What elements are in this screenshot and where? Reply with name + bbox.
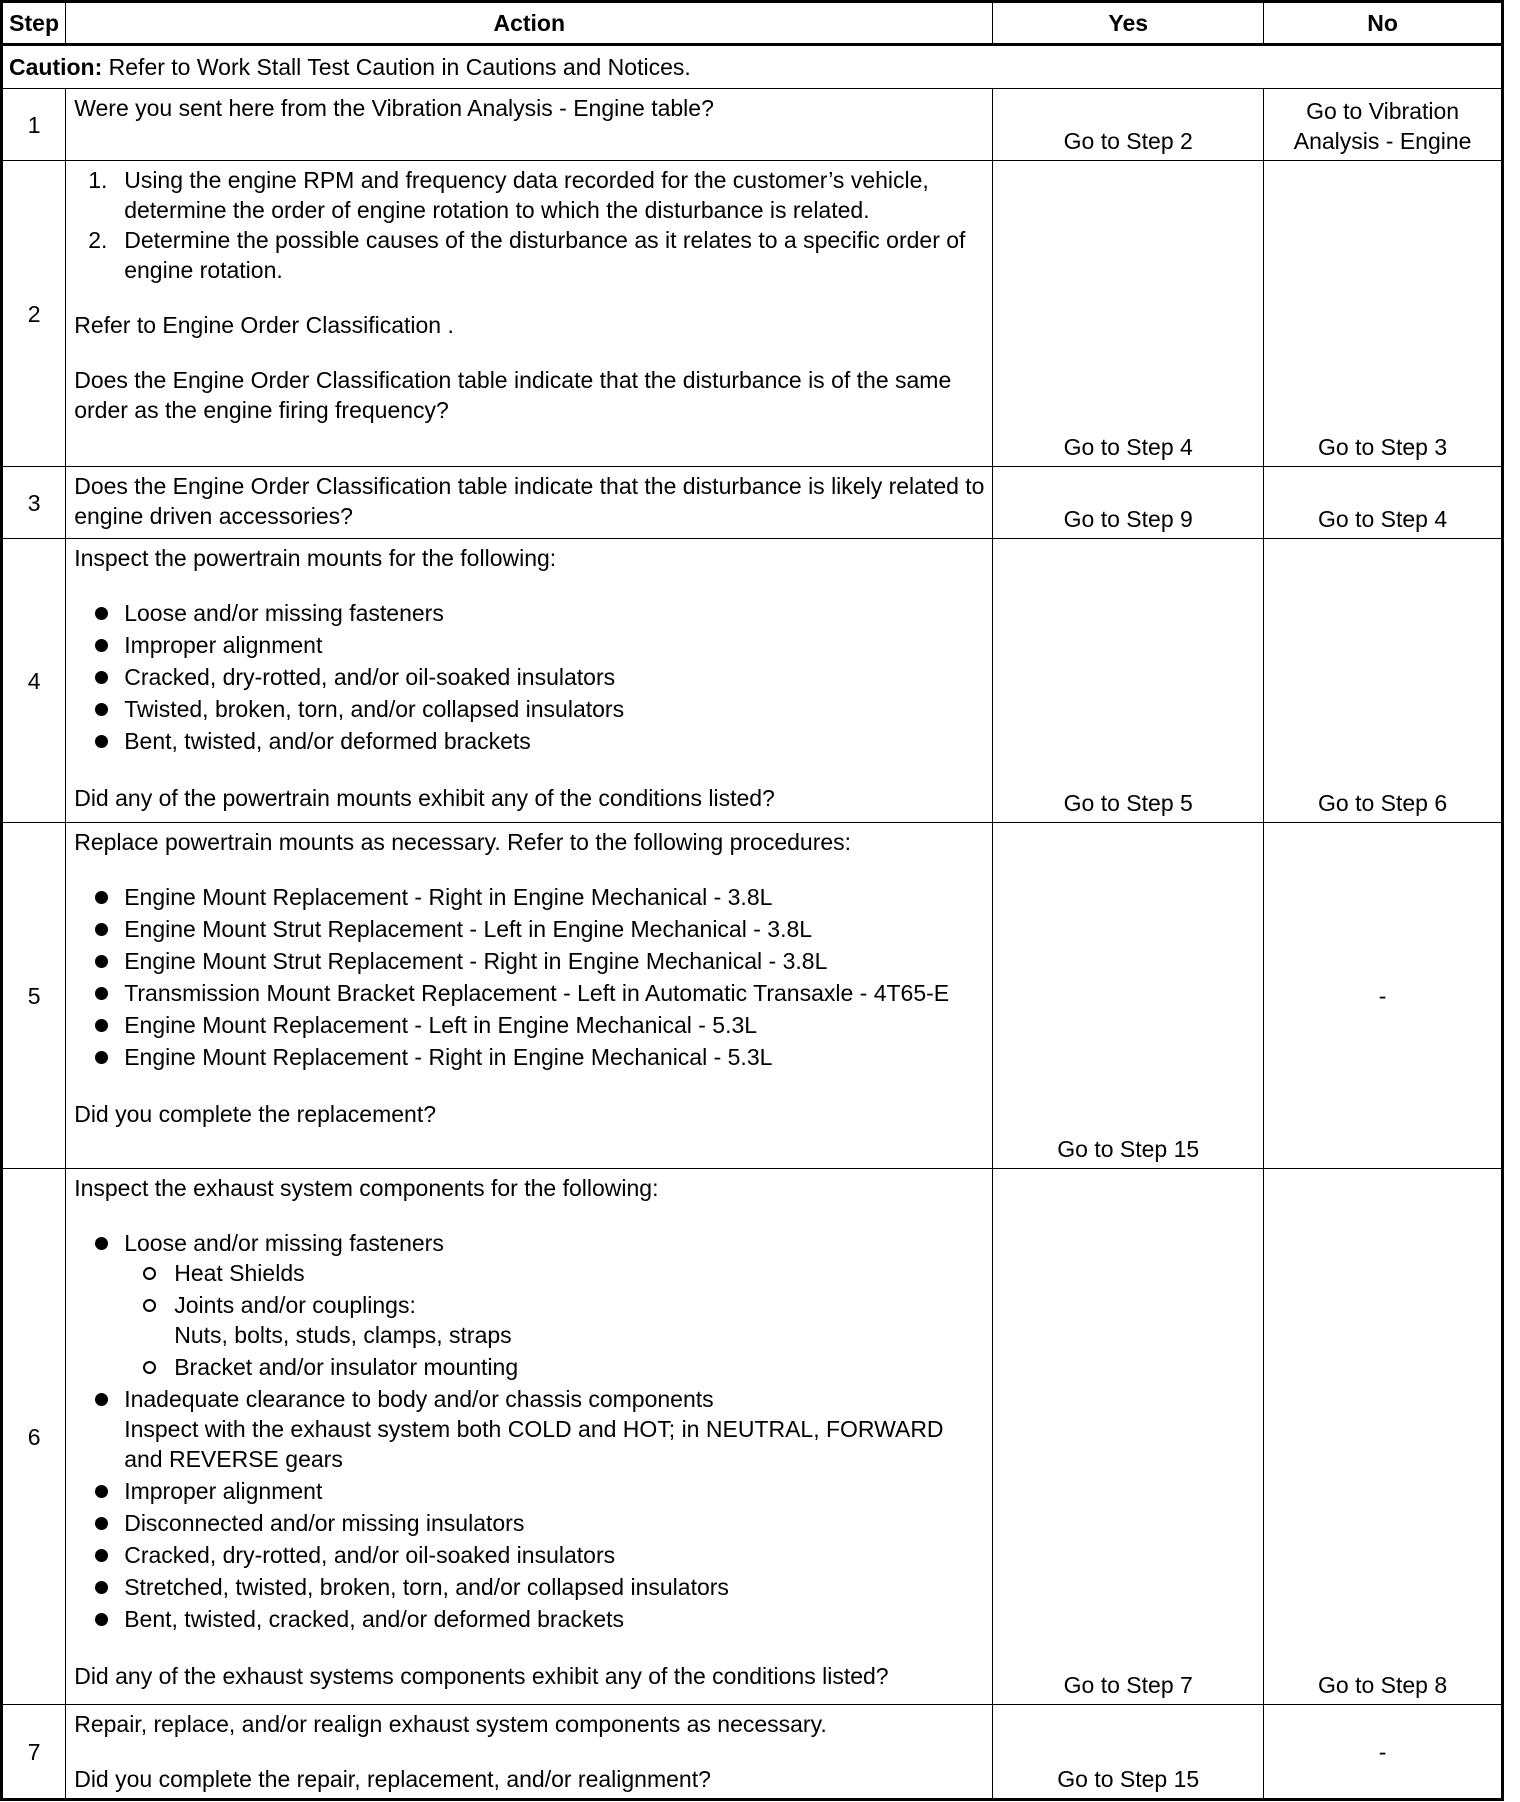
- bullet-icon: [95, 1549, 108, 1562]
- step-number: 4: [2, 539, 66, 823]
- item-text: Engine Mount Replacement - Right in Engine Mechanical - 5.3L: [124, 1044, 773, 1070]
- table-row: [2, 467, 1503, 539]
- bullet-icon: [95, 671, 108, 684]
- item-text: Inadequate clearance to body and/or chassis components: [124, 1386, 714, 1412]
- table-row: [2, 89, 1503, 161]
- action-cell: [66, 89, 993, 161]
- bullet-icon: [95, 639, 108, 652]
- list-item: [74, 1042, 986, 1072]
- no-cell: Go to Vibration Analysis - Engine: [1264, 89, 1503, 161]
- yes-cell: Go to Step 9: [993, 467, 1264, 539]
- list-item: [74, 946, 986, 976]
- refer-text: Refer to Engine Order Classification .: [74, 312, 454, 338]
- action-cell: [66, 1169, 993, 1705]
- header-row: [2, 2, 1503, 45]
- list-item: [74, 1228, 986, 1382]
- item-text: Improper alignment: [124, 632, 323, 658]
- bullet-icon: [95, 987, 108, 1000]
- yes-cell: Go to Step 15: [993, 1705, 1264, 1800]
- list-item: [74, 914, 986, 944]
- question-text: Did you complete the repair, replacement, and/or realignment?: [74, 1766, 711, 1792]
- no-cell: -: [1264, 1705, 1503, 1800]
- circle-bullet-icon: [143, 1267, 156, 1280]
- caution-row: [2, 45, 1503, 89]
- bullet-icon: [95, 735, 108, 748]
- list-item: [74, 630, 986, 660]
- list-item: [74, 1604, 986, 1634]
- yes-cell: Go to Step 4: [993, 161, 1264, 467]
- bullet-list: [74, 598, 986, 756]
- bullet-icon: [95, 955, 108, 968]
- bullet-icon: [95, 1485, 108, 1498]
- list-item: [74, 225, 986, 285]
- caution-cell: [2, 45, 1503, 89]
- step-number: 5: [2, 823, 66, 1169]
- bullet-icon: [95, 1393, 108, 1406]
- list-item: [74, 1476, 986, 1506]
- sub-list: [124, 1258, 986, 1382]
- item-text: Twisted, broken, torn, and/or collapsed insulators: [124, 696, 625, 722]
- list-item: [74, 1508, 986, 1538]
- table-row: [2, 1705, 1503, 1800]
- circle-bullet-icon: [143, 1361, 156, 1374]
- item-text: Bracket and/or insulator mounting: [174, 1354, 519, 1380]
- bullet-icon: [95, 1517, 108, 1530]
- intro-text: Repair, replace, and/or realign exhaust system components as necessary.: [74, 1711, 827, 1737]
- item-text: Bent, twisted, cracked, and/or deformed brackets: [124, 1606, 625, 1632]
- bullet-icon: [95, 1581, 108, 1594]
- step-number: 6: [2, 1169, 66, 1705]
- item-text: Bent, twisted, and/or deformed brackets: [124, 728, 531, 754]
- no-cell: Go to Step 6: [1264, 539, 1503, 823]
- caution-label: Caution:: [9, 54, 103, 80]
- question-text: Did you complete the replacement?: [74, 1101, 437, 1127]
- list-item: [74, 1540, 986, 1570]
- item-text: Loose and/or missing fasteners: [124, 1230, 444, 1256]
- list-item: [74, 1384, 986, 1474]
- numbered-list: [74, 165, 986, 285]
- step-number: 3: [2, 467, 66, 539]
- question-text: Did any of the exhaust systems components exhibit any of the conditions listed?: [74, 1663, 889, 1689]
- step-number: 7: [2, 1705, 66, 1800]
- no-cell: Go to Step 8: [1264, 1169, 1503, 1705]
- intro-text: Inspect the exhaust system components for the following:: [74, 1175, 659, 1201]
- item-text: Cracked, dry-rotted, and/or oil-soaked insulators: [124, 664, 616, 690]
- header-yes: Yes: [993, 2, 1264, 45]
- item-number: 1.: [88, 167, 108, 193]
- yes-cell: Go to Step 15: [993, 823, 1264, 1169]
- item-text: Disconnected and/or missing insulators: [124, 1510, 525, 1536]
- intro-text: Inspect the powertrain mounts for the following:: [74, 545, 557, 571]
- header-step: Step: [2, 2, 66, 45]
- item-text: Loose and/or missing fasteners: [124, 600, 444, 626]
- intro-text: Replace powertrain mounts as necessary. Refer to the following procedures:: [74, 829, 852, 855]
- list-item: [74, 165, 986, 225]
- circle-bullet-icon: [143, 1299, 156, 1312]
- bullet-icon: [95, 1613, 108, 1626]
- list-item: [74, 694, 986, 724]
- yes-cell: Go to Step 7: [993, 1169, 1264, 1705]
- table-row: [2, 823, 1503, 1169]
- item-detail: Inspect with the exhaust system both COLD and HOT; in NEUTRAL, FORWARD and REVERSE gears: [124, 1416, 944, 1472]
- sub-list-item: [124, 1258, 986, 1288]
- item-text: Transmission Mount Bracket Replacement - Left in Automatic Transaxle - 4T65-E: [124, 980, 950, 1006]
- no-cell: Go to Step 3: [1264, 161, 1503, 467]
- step-number: 2: [2, 161, 66, 467]
- list-item: [74, 726, 986, 756]
- item-text: Heat Shields: [174, 1260, 305, 1286]
- yes-cell: Go to Step 2: [993, 89, 1264, 161]
- bullet-icon: [95, 1019, 108, 1032]
- item-text: Engine Mount Replacement - Right in Engine Mechanical - 3.8L: [124, 884, 773, 910]
- action-cell: [66, 539, 993, 823]
- action-cell: [66, 823, 993, 1169]
- sub-list-item: [124, 1290, 986, 1350]
- bullet-icon: [95, 1051, 108, 1064]
- list-item: [74, 598, 986, 628]
- item-text: Improper alignment: [124, 1478, 323, 1504]
- list-item: [74, 882, 986, 912]
- action-cell: [66, 467, 993, 539]
- bullet-icon: [95, 703, 108, 716]
- header-action: Action: [66, 2, 993, 45]
- item-text: Using the engine RPM and frequency data recorded for the customer’s vehicle, determine the order of engine rotation to which the disturbance is related.: [124, 167, 929, 223]
- item-detail: Nuts, bolts, studs, clamps, straps: [174, 1322, 512, 1348]
- item-text: Engine Mount Strut Replacement - Right in Engine Mechanical - 3.8L: [124, 948, 828, 974]
- item-number: 2.: [88, 227, 108, 253]
- list-item: [74, 978, 986, 1008]
- table-row: [2, 161, 1503, 467]
- item-text: Joints and/or couplings:: [174, 1292, 416, 1318]
- bullet-icon: [95, 923, 108, 936]
- yes-cell: Go to Step 5: [993, 539, 1264, 823]
- bullet-icon: [95, 891, 108, 904]
- action-cell: [66, 161, 993, 467]
- caution-text: Refer to Work Stall Test Caution in Cautions and Notices.: [102, 54, 691, 80]
- item-text: Engine Mount Strut Replacement - Left in Engine Mechanical - 3.8L: [124, 916, 813, 942]
- question-text: Does the Engine Order Classification table indicate that the disturbance is of the same order as the engine firing frequency?: [74, 367, 952, 423]
- bullet-list: [74, 882, 986, 1072]
- action-cell: [66, 1705, 993, 1800]
- question-text: Does the Engine Order Classification table indicate that the disturbance is likely related to engine driven accessories?: [74, 473, 985, 529]
- bullet-icon: [95, 607, 108, 620]
- item-text: Stretched, twisted, broken, torn, and/or collapsed insulators: [124, 1574, 729, 1600]
- table-row: [2, 1169, 1503, 1705]
- bullet-list: [74, 1228, 986, 1634]
- item-text: Engine Mount Replacement - Left in Engine Mechanical - 5.3L: [124, 1012, 758, 1038]
- table-row: [2, 539, 1503, 823]
- bullet-icon: [95, 1237, 108, 1250]
- item-text: Cracked, dry-rotted, and/or oil-soaked insulators: [124, 1542, 616, 1568]
- list-item: [74, 1010, 986, 1040]
- step-number: 1: [2, 89, 66, 161]
- list-item: [74, 662, 986, 692]
- question-text: Were you sent here from the Vibration Analysis - Engine table?: [74, 95, 714, 121]
- header-no: No: [1264, 2, 1503, 45]
- item-text: Determine the possible causes of the disturbance as it relates to a specific order of engine rotation.: [124, 227, 966, 283]
- sub-list-item: [124, 1352, 986, 1382]
- question-text: Did any of the powertrain mounts exhibit any of the conditions listed?: [74, 785, 775, 811]
- no-cell: Go to Step 4: [1264, 467, 1503, 539]
- no-cell: -: [1264, 823, 1503, 1169]
- list-item: [74, 1572, 986, 1602]
